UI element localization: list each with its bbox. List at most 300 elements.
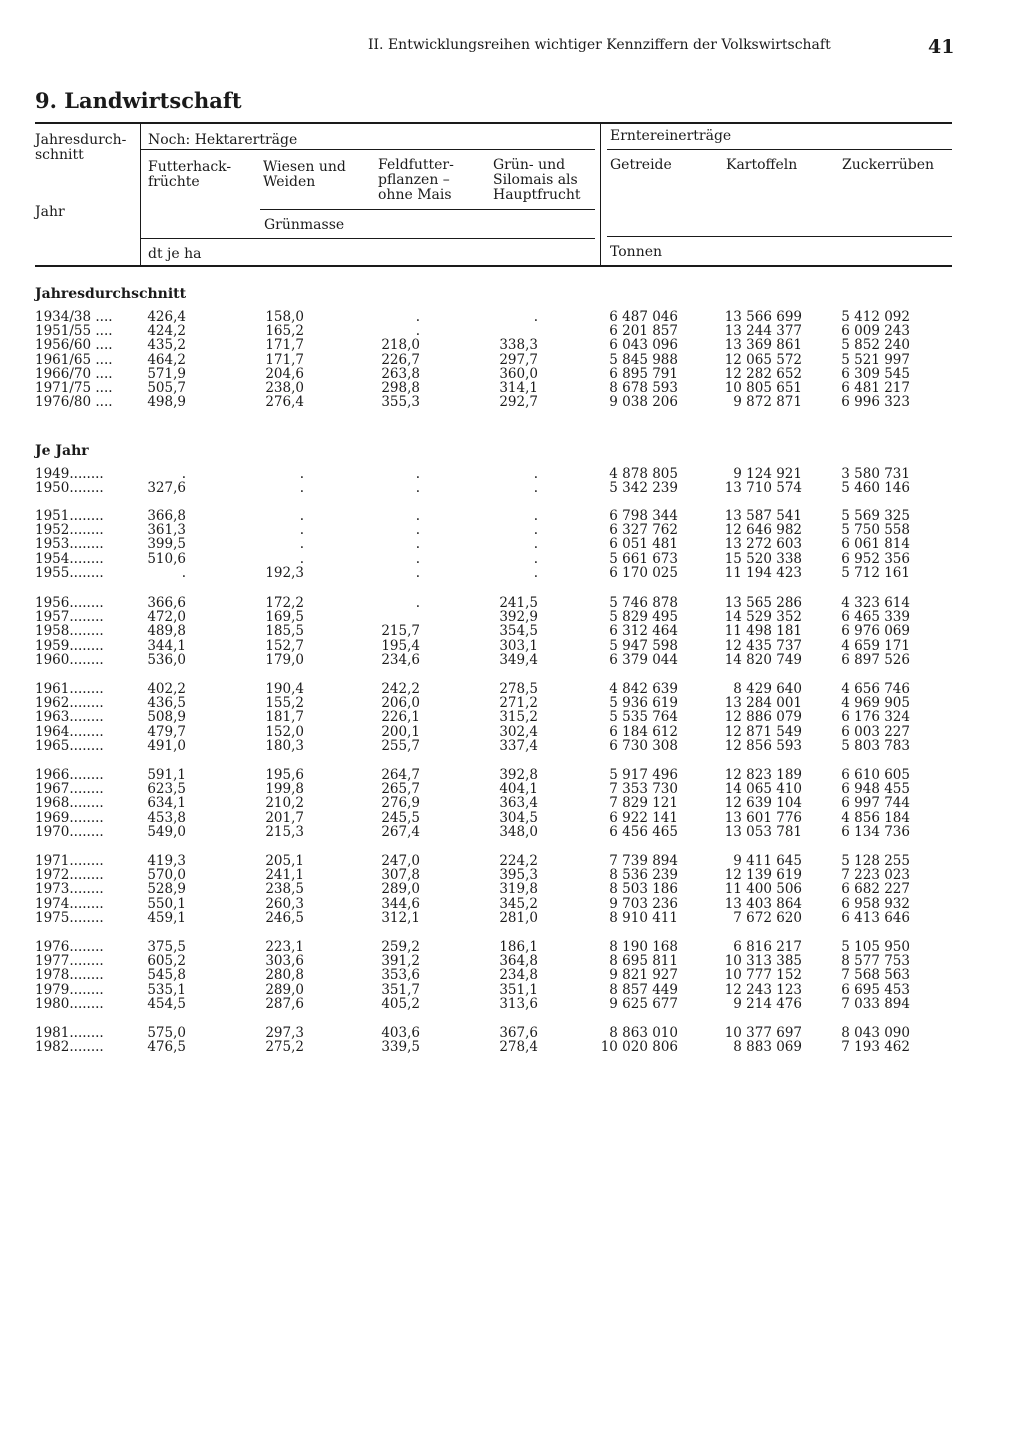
cell-potatoes: 12 243 123 (724, 981, 802, 998)
col-header-meadows: Wiesen und Weiden (263, 159, 346, 190)
cell-meadows: 215,3 (265, 823, 304, 840)
row-label: 1969........ (35, 809, 104, 826)
harvest-group-header: Erntereinerträge (610, 128, 732, 144)
cell-field-fodder: 344,6 (381, 895, 420, 912)
row-label: 1968........ (35, 795, 104, 812)
cell-field-fodder: 289,0 (381, 881, 420, 898)
cell-sugar-beet: 7 223 023 (841, 867, 910, 884)
cell-field-fodder: 226,1 (381, 709, 420, 726)
cell-grain: 5 342 239 (609, 480, 678, 497)
cell-meadows: 275,2 (265, 1039, 304, 1056)
cell-meadows: 172,2 (265, 595, 304, 611)
cell-potatoes: 13 710 574 (724, 480, 802, 497)
unit-dt-per-ha: dt je ha (148, 246, 202, 262)
stub-header-line2: schnitt (35, 147, 84, 163)
harvest-group-rule (607, 149, 952, 150)
cell-potatoes: 13 369 861 (724, 337, 802, 354)
cell-meadows: . (299, 466, 304, 482)
cell-fodder-root: 545,8 (147, 967, 186, 984)
cell-fodder-root: 505,7 (147, 380, 186, 396)
cell-potatoes: 11 400 506 (724, 881, 802, 898)
cell-grain: 8 678 593 (609, 380, 678, 396)
cell-grain: 7 739 894 (609, 853, 678, 869)
row-label: 1976/80 .... (35, 394, 113, 411)
cell-fodder-root: 536,0 (147, 651, 186, 668)
cell-silage-maize: . (533, 480, 538, 497)
row-label: 1976........ (35, 939, 104, 955)
cell-grain: 6 201 857 (609, 323, 678, 340)
cell-meadows: 152,7 (265, 637, 304, 654)
cell-silage-maize: . (533, 564, 538, 581)
cell-field-fodder: . (415, 522, 420, 539)
cell-meadows: 195,6 (265, 767, 304, 783)
cell-field-fodder: 276,9 (381, 795, 420, 812)
cell-grain: 6 730 308 (609, 737, 678, 754)
cell-field-fodder: 267,4 (381, 823, 420, 840)
cell-potatoes: 13 284 001 (724, 695, 802, 712)
cell-meadows: 155,2 (265, 695, 304, 712)
cell-sugar-beet: 6 976 069 (841, 623, 910, 640)
cell-grain: 6 327 762 (609, 522, 678, 539)
cell-fodder-root: 453,8 (147, 809, 186, 826)
cell-sugar-beet: 6 481 217 (841, 380, 910, 396)
cell-fodder-root: 479,7 (147, 723, 186, 740)
cell-meadows: 303,6 (265, 953, 304, 970)
cell-meadows: 192,3 (265, 564, 304, 581)
cell-field-fodder: 405,2 (381, 995, 420, 1012)
page-number: 41 (928, 36, 955, 58)
cell-silage-maize: 338,3 (499, 337, 538, 354)
cell-meadows: 246,5 (265, 909, 304, 926)
row-label: 1975........ (35, 909, 104, 926)
cell-fodder-root: 489,8 (147, 623, 186, 640)
cell-meadows: . (299, 480, 304, 497)
row-label: 1966/70 .... (35, 365, 113, 382)
cell-potatoes: 14 529 352 (724, 609, 802, 626)
cell-meadows: 297,3 (265, 1025, 304, 1041)
green-mass-subheader: Grünmasse (264, 217, 345, 233)
row-label: 1966........ (35, 767, 104, 783)
cell-fodder-root: 591,1 (147, 767, 186, 783)
cell-sugar-beet: 4 856 184 (841, 809, 910, 826)
cell-meadows: 152,0 (265, 723, 304, 740)
row-label: 1961........ (35, 681, 104, 697)
cell-fodder-root: 549,0 (147, 823, 186, 840)
row-label: 1977........ (35, 953, 104, 970)
cell-potatoes: 13 565 286 (724, 595, 802, 611)
row-label: 1982........ (35, 1039, 104, 1056)
cell-potatoes: 11 194 423 (724, 564, 802, 581)
cell-meadows: 287,6 (265, 995, 304, 1012)
cell-grain: 8 695 811 (609, 953, 678, 970)
cell-grain: 4 842 639 (609, 681, 678, 697)
row-label: 1981........ (35, 1025, 104, 1041)
cell-grain: 5 947 598 (609, 637, 678, 654)
row-label: 1962........ (35, 695, 104, 712)
cell-potatoes: 11 498 181 (724, 623, 802, 640)
cell-potatoes: 9 214 476 (733, 995, 802, 1012)
cell-grain: 5 746 878 (609, 595, 678, 611)
cell-grain: 6 798 344 (609, 508, 678, 524)
cell-sugar-beet: 4 969 905 (841, 695, 910, 712)
cell-fodder-root: . (181, 564, 186, 581)
cell-meadows: 201,7 (265, 809, 304, 826)
section-label-averages: Jahresdurchschnitt (35, 286, 187, 302)
cell-meadows: 223,1 (265, 939, 304, 955)
cell-field-fodder: 247,0 (381, 853, 420, 869)
cell-fodder-root: 436,5 (147, 695, 186, 712)
row-label: 1958........ (35, 623, 104, 640)
cell-fodder-root: 366,8 (147, 508, 186, 524)
row-label: 1951........ (35, 508, 104, 524)
cell-sugar-beet: 5 712 161 (841, 564, 910, 581)
hectare-group-header: Noch: Hektarerträge (148, 132, 298, 148)
cell-sugar-beet: 7 568 563 (841, 967, 910, 984)
cell-meadows: 210,2 (265, 795, 304, 812)
cell-grain: 6 184 612 (609, 723, 678, 740)
cell-silage-maize: . (533, 550, 538, 567)
cell-sugar-beet: 6 309 545 (841, 365, 910, 382)
cell-fodder-root: 426,4 (147, 309, 186, 325)
row-label: 1974........ (35, 895, 104, 912)
cell-potatoes: 13 566 699 (724, 309, 802, 325)
cell-meadows: 179,0 (265, 651, 304, 668)
cell-grain: 6 043 096 (609, 337, 678, 354)
cell-sugar-beet: 6 134 736 (841, 823, 910, 840)
cell-meadows: 204,6 (265, 365, 304, 382)
col-header-grain: Getreide (610, 157, 672, 173)
cell-sugar-beet: 5 852 240 (841, 337, 910, 354)
cell-grain: 4 878 805 (609, 466, 678, 482)
cell-sugar-beet: 5 521 997 (841, 351, 910, 368)
cell-meadows: 276,4 (265, 394, 304, 411)
cell-fodder-root: 508,9 (147, 709, 186, 726)
cell-potatoes: 14 065 410 (724, 781, 802, 798)
row-label: 1952........ (35, 522, 104, 539)
unit-rule-right (607, 236, 952, 237)
cell-silage-maize: 278,4 (499, 1039, 538, 1056)
cell-grain: 8 910 411 (609, 909, 678, 926)
cell-silage-maize: 314,1 (499, 380, 538, 396)
cell-fodder-root: 605,2 (147, 953, 186, 970)
cell-silage-maize: 224,2 (499, 853, 538, 869)
cell-fodder-root: 327,6 (147, 480, 186, 497)
cell-silage-maize: 351,1 (499, 981, 538, 998)
cell-fodder-root: 571,9 (147, 365, 186, 382)
cell-silage-maize: 234,8 (499, 967, 538, 984)
cell-grain: 5 829 495 (609, 609, 678, 626)
cell-meadows: 171,7 (265, 351, 304, 368)
cell-sugar-beet: 6 003 227 (841, 723, 910, 740)
cell-silage-maize: . (533, 536, 538, 553)
cell-meadows: 171,7 (265, 337, 304, 354)
cell-grain: 6 051 481 (609, 536, 678, 553)
cell-fodder-root: 419,3 (147, 853, 186, 869)
row-label: 1960........ (35, 651, 104, 668)
cell-sugar-beet: 6 948 455 (841, 781, 910, 798)
cell-silage-maize: 363,4 (499, 795, 538, 812)
cell-sugar-beet: 6 695 453 (841, 981, 910, 998)
cell-grain: 9 625 677 (609, 995, 678, 1012)
cell-field-fodder: 255,7 (381, 737, 420, 754)
row-label: 1949........ (35, 466, 104, 482)
cell-meadows: . (299, 550, 304, 567)
cell-silage-maize: 292,7 (499, 394, 538, 411)
cell-grain: 8 536 239 (609, 867, 678, 884)
col-header-sugar-beet: Zuckerrüben (842, 157, 935, 173)
cell-meadows: 185,5 (265, 623, 304, 640)
running-header: II. Entwicklungsreihen wichtiger Kennziffern der Volkswirtschaft (368, 37, 831, 53)
stub-separator (140, 124, 141, 265)
cell-meadows: 181,7 (265, 709, 304, 726)
cell-field-fodder: 259,2 (381, 939, 420, 955)
cell-grain: 6 895 791 (609, 365, 678, 382)
cell-field-fodder: 234,6 (381, 651, 420, 668)
cell-field-fodder: 355,3 (381, 394, 420, 411)
cell-grain: 7 829 121 (609, 795, 678, 812)
group-separator (600, 124, 601, 265)
cell-field-fodder: 215,7 (381, 623, 420, 640)
cell-silage-maize: 360,0 (499, 365, 538, 382)
cell-sugar-beet: 5 128 255 (841, 853, 910, 869)
cell-field-fodder: 245,5 (381, 809, 420, 826)
row-label: 1964........ (35, 723, 104, 740)
cell-sugar-beet: 5 460 146 (841, 480, 910, 497)
cell-silage-maize: . (533, 522, 538, 539)
cell-grain: 5 917 496 (609, 767, 678, 783)
cell-sugar-beet: 6 952 356 (841, 550, 910, 567)
cell-fodder-root: 498,9 (147, 394, 186, 411)
row-label: 1955........ (35, 564, 104, 581)
cell-field-fodder: . (415, 508, 420, 524)
cell-fodder-root: 375,5 (147, 939, 186, 955)
cell-field-fodder: . (415, 323, 420, 340)
cell-silage-maize: . (533, 309, 538, 325)
cell-fodder-root: 491,0 (147, 737, 186, 754)
cell-potatoes: 7 672 620 (733, 909, 802, 926)
cell-fodder-root: 570,0 (147, 867, 186, 884)
cell-potatoes: 12 065 572 (724, 351, 802, 368)
cell-field-fodder: 226,7 (381, 351, 420, 368)
cell-silage-maize: 313,6 (499, 995, 538, 1012)
cell-silage-maize: 354,5 (499, 623, 538, 640)
row-label: 1967........ (35, 781, 104, 798)
cell-silage-maize: 319,8 (499, 881, 538, 898)
cell-meadows: 280,8 (265, 967, 304, 984)
cell-potatoes: 9 124 921 (733, 466, 802, 482)
cell-sugar-beet: 7 033 894 (841, 995, 910, 1012)
cell-sugar-beet: 5 105 950 (841, 939, 910, 955)
cell-sugar-beet: 5 803 783 (841, 737, 910, 754)
cell-field-fodder: . (415, 550, 420, 567)
cell-field-fodder: 263,8 (381, 365, 420, 382)
cell-silage-maize: . (533, 466, 538, 482)
cell-fodder-root: 402,2 (147, 681, 186, 697)
cell-silage-maize: 302,4 (499, 723, 538, 740)
cell-fodder-root: 634,1 (147, 795, 186, 812)
cell-sugar-beet: 6 176 324 (841, 709, 910, 726)
cell-sugar-beet: 8 577 753 (841, 953, 910, 970)
cell-sugar-beet: 3 580 731 (841, 466, 910, 482)
cell-field-fodder: . (415, 309, 420, 325)
cell-silage-maize: 392,8 (499, 767, 538, 783)
cell-field-fodder: . (415, 466, 420, 482)
cell-grain: 10 020 806 (600, 1039, 678, 1056)
cell-grain: 8 503 186 (609, 881, 678, 898)
row-label: 1973........ (35, 881, 104, 898)
cell-potatoes: 10 377 697 (724, 1025, 802, 1041)
cell-silage-maize: 392,9 (499, 609, 538, 626)
cell-grain: 8 190 168 (609, 939, 678, 955)
cell-potatoes: 13 587 541 (724, 508, 802, 524)
cell-fodder-root: 424,2 (147, 323, 186, 340)
cell-field-fodder: 200,1 (381, 723, 420, 740)
cell-grain: 6 379 044 (609, 651, 678, 668)
cell-fodder-root: 399,5 (147, 536, 186, 553)
cell-sugar-beet: 6 996 323 (841, 394, 910, 411)
cell-sugar-beet: 6 897 526 (841, 651, 910, 668)
cell-fodder-root: 528,9 (147, 881, 186, 898)
fodder-subrule (260, 209, 595, 210)
cell-potatoes: 12 435 737 (724, 637, 802, 654)
cell-fodder-root: 550,1 (147, 895, 186, 912)
cell-silage-maize: 345,2 (499, 895, 538, 912)
cell-silage-maize: 278,5 (499, 681, 538, 697)
cell-grain: 6 170 025 (609, 564, 678, 581)
cell-field-fodder: 264,7 (381, 767, 420, 783)
cell-fodder-root: 344,1 (147, 637, 186, 654)
cell-silage-maize: 186,1 (499, 939, 538, 955)
cell-sugar-beet: 4 659 171 (841, 637, 910, 654)
cell-sugar-beet: 6 958 932 (841, 895, 910, 912)
row-label: 1956........ (35, 595, 104, 611)
cell-sugar-beet: 5 569 325 (841, 508, 910, 524)
cell-grain: 6 456 465 (609, 823, 678, 840)
row-label: 1957........ (35, 609, 104, 626)
table-top-rule (35, 122, 952, 124)
cell-silage-maize: 367,6 (499, 1025, 538, 1041)
cell-fodder-root: 510,6 (147, 550, 186, 567)
cell-meadows: 238,0 (265, 380, 304, 396)
cell-sugar-beet: 6 413 646 (841, 909, 910, 926)
cell-field-fodder: 353,6 (381, 967, 420, 984)
cell-sugar-beet: 7 193 462 (841, 1039, 910, 1056)
row-label: 1965........ (35, 737, 104, 754)
cell-sugar-beet: 6 009 243 (841, 323, 910, 340)
cell-field-fodder: 242,2 (381, 681, 420, 697)
cell-silage-maize: 404,1 (499, 781, 538, 798)
header-bottom-rule (35, 265, 952, 267)
cell-silage-maize: 395,3 (499, 867, 538, 884)
cell-potatoes: 10 777 152 (724, 967, 802, 984)
cell-sugar-beet: 5 750 558 (841, 522, 910, 539)
cell-meadows: 158,0 (265, 309, 304, 325)
cell-field-fodder: . (415, 595, 420, 611)
cell-sugar-beet: 6 997 744 (841, 795, 910, 812)
cell-fodder-root: 575,0 (147, 1025, 186, 1041)
cell-fodder-root: 623,5 (147, 781, 186, 798)
cell-field-fodder: 218,0 (381, 337, 420, 354)
cell-potatoes: 12 639 104 (724, 795, 802, 812)
cell-fodder-root: 435,2 (147, 337, 186, 354)
unit-tonnes: Tonnen (610, 244, 663, 260)
row-label: 1979........ (35, 981, 104, 998)
row-label: 1950........ (35, 480, 104, 497)
cell-meadows: 169,5 (265, 609, 304, 626)
cell-silage-maize: 304,5 (499, 809, 538, 826)
cell-silage-maize: 281,0 (499, 909, 538, 926)
cell-potatoes: 6 816 217 (733, 939, 802, 955)
cell-meadows: 238,5 (265, 881, 304, 898)
cell-silage-maize: 241,5 (499, 595, 538, 611)
cell-sugar-beet: 8 043 090 (841, 1025, 910, 1041)
cell-field-fodder: 206,0 (381, 695, 420, 712)
cell-fodder-root: 459,1 (147, 909, 186, 926)
col-header-silage-maize: Grün- und Silomais als Hauptfrucht (493, 157, 581, 203)
cell-field-fodder: 265,7 (381, 781, 420, 798)
cell-sugar-beet: 6 610 605 (841, 767, 910, 783)
cell-silage-maize: . (533, 508, 538, 524)
cell-grain: 5 845 988 (609, 351, 678, 368)
cell-grain: 5 661 673 (609, 550, 678, 567)
cell-sugar-beet: 6 061 814 (841, 536, 910, 553)
cell-potatoes: 15 520 338 (724, 550, 802, 567)
row-label: 1961/65 .... (35, 351, 113, 368)
row-label: 1963........ (35, 709, 104, 726)
unit-rule-left (140, 238, 595, 239)
cell-sugar-beet: 6 682 227 (841, 881, 910, 898)
cell-grain: 8 863 010 (609, 1025, 678, 1041)
cell-potatoes: 12 823 189 (724, 767, 802, 783)
cell-grain: 9 821 927 (609, 967, 678, 984)
cell-sugar-beet: 6 465 339 (841, 609, 910, 626)
cell-meadows: 190,4 (265, 681, 304, 697)
cell-meadows: 199,8 (265, 781, 304, 798)
cell-sugar-beet: 4 656 746 (841, 681, 910, 697)
row-label: 1980........ (35, 995, 104, 1012)
cell-grain: 6 922 141 (609, 809, 678, 826)
cell-meadows: 289,0 (265, 981, 304, 998)
page-title: 9. Landwirtschaft (35, 88, 242, 113)
cell-potatoes: 8 429 640 (733, 681, 802, 697)
cell-silage-maize: 297,7 (499, 351, 538, 368)
row-label: 1978........ (35, 967, 104, 984)
cell-potatoes: 10 805 651 (724, 380, 802, 396)
cell-sugar-beet: 4 323 614 (841, 595, 910, 611)
cell-grain: 9 703 236 (609, 895, 678, 912)
cell-meadows: . (299, 536, 304, 553)
row-label: 1970........ (35, 823, 104, 840)
cell-grain: 8 857 449 (609, 981, 678, 998)
cell-meadows: 260,3 (265, 895, 304, 912)
row-label: 1934/38 .... (35, 309, 113, 325)
row-label: 1972........ (35, 867, 104, 884)
cell-potatoes: 9 872 871 (733, 394, 802, 411)
cell-meadows: 205,1 (265, 853, 304, 869)
cell-field-fodder: 339,5 (381, 1039, 420, 1056)
cell-silage-maize: 315,2 (499, 709, 538, 726)
cell-grain: 6 312 464 (609, 623, 678, 640)
cell-field-fodder: 391,2 (381, 953, 420, 970)
cell-potatoes: 10 313 385 (724, 953, 802, 970)
row-label: 1959........ (35, 637, 104, 654)
cell-field-fodder: . (415, 564, 420, 581)
section-label-annual: Je Jahr (35, 443, 89, 459)
cell-potatoes: 12 139 619 (724, 867, 802, 884)
cell-potatoes: 13 272 603 (724, 536, 802, 553)
col-header-fodder-root: Futterhack- früchte (148, 159, 232, 190)
cell-silage-maize: 303,1 (499, 637, 538, 654)
